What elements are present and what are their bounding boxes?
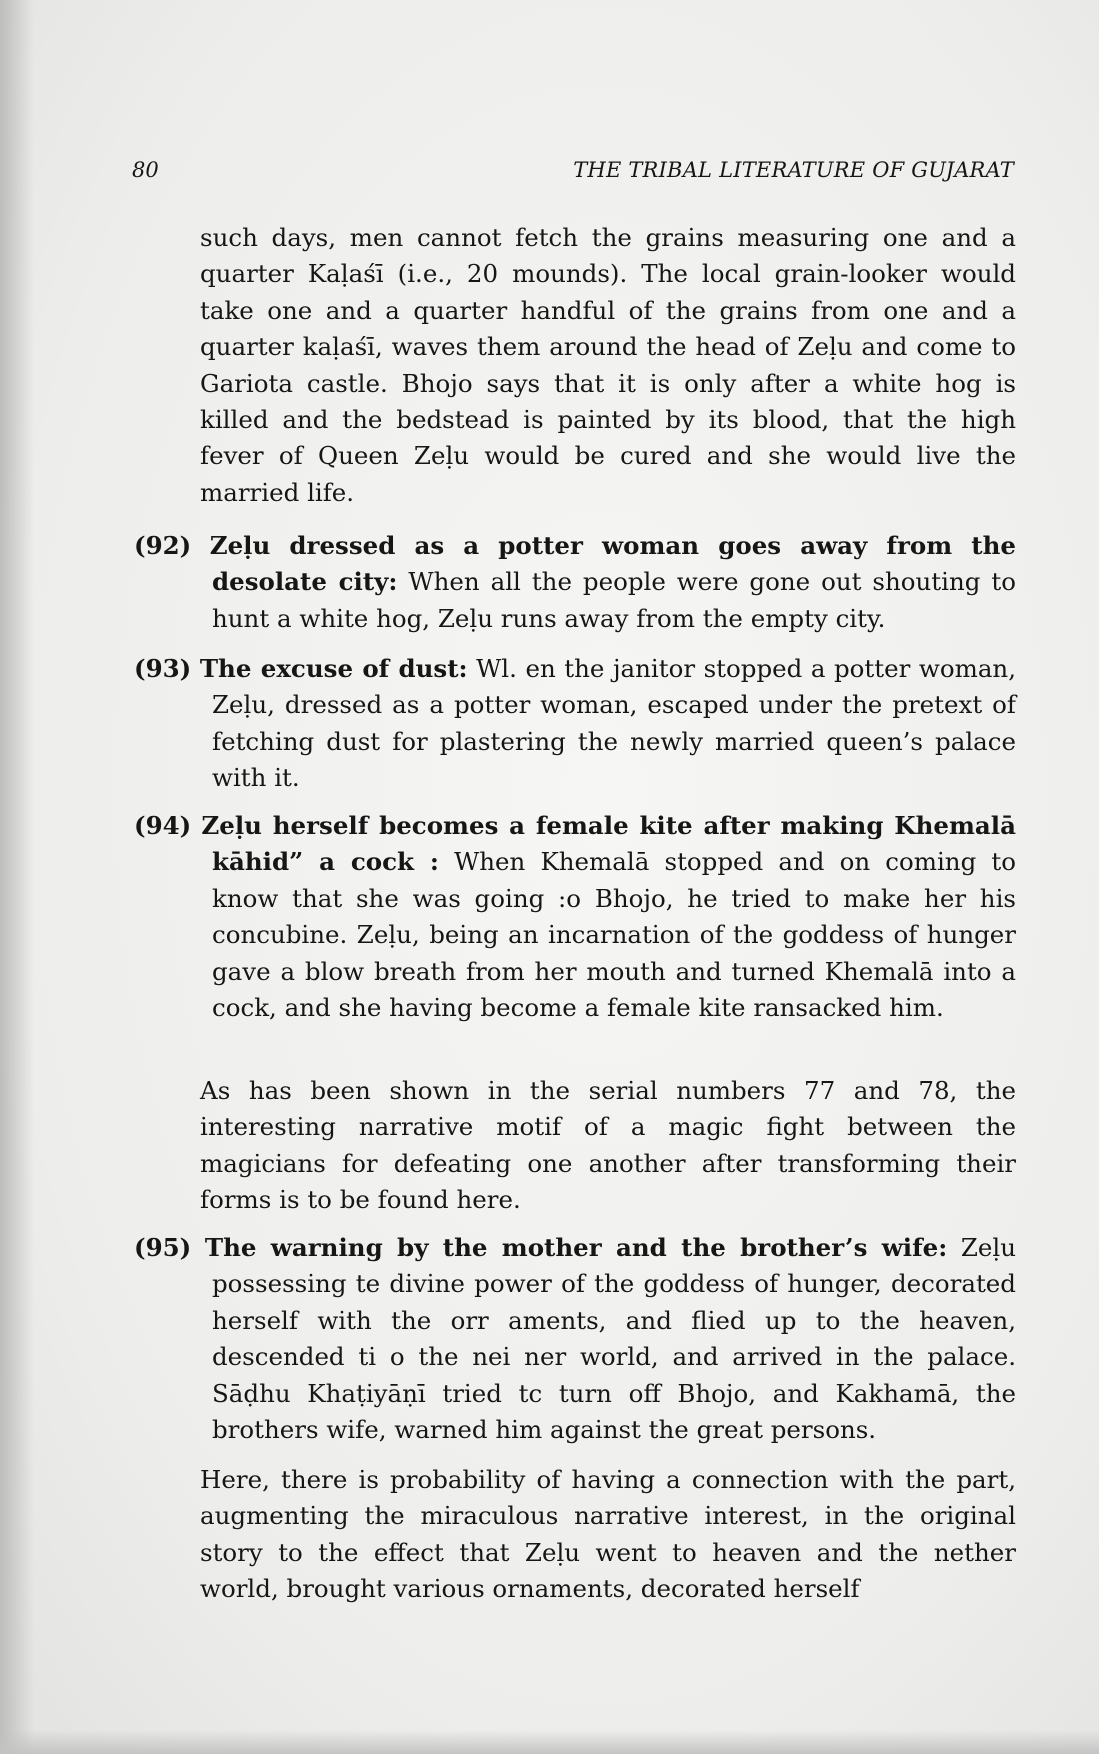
running-title: THE TRIBAL LITERATURE OF GUJARAT <box>573 158 1014 182</box>
entry-title: Zeḷu dressed as a potter woman goes away from the desolate city: <box>209 531 1016 597</box>
entry-title: The warning by the mother and the brother’s wife: <box>204 1233 948 1262</box>
running-header <box>132 158 1014 188</box>
entry-number: (94) <box>134 811 192 840</box>
paragraph-connection: Here, there is probability of having a connection with the part, augmenting the miraculous narrative interest, in the original story to the effect that Zeḷu went to heaven and the nether world, brought various ornaments, decorated herself <box>200 1465 1016 1604</box>
bottom-edge-shadow <box>0 1730 1099 1754</box>
entry-text: When all the people were gone out shouting to hunt a white hog, Zeḷu runs away from the empty city. <box>212 567 1016 633</box>
gutter-shadow <box>0 0 34 1754</box>
entry-text: When Khemalā stopped and on coming to know that she was going :o Bhojo, he tried to make her his concubine. Zeḷu, being an incarnation of the goddess of hunger gave a blow breath from her mouth and turned Khemalā into a cock, and she having become a female kite ransacked him. <box>212 847 1016 1023</box>
page-number: 80 <box>132 158 159 182</box>
entry-95 <box>134 1230 1016 1448</box>
entry-text: Wl. en the janitor stopped a potter woman, Zeḷu, dressed as a potter woman, escaped under the pretext of fetching dust for plastering the newly married queen’s palace with it. <box>212 654 1016 793</box>
entry-94 <box>134 808 1016 1026</box>
entry-number: (95) <box>134 1233 192 1262</box>
entry-number: (92) <box>134 531 192 560</box>
entry-93 <box>134 651 1016 797</box>
entry-number: (93) <box>134 654 192 683</box>
entry-title: The excuse of dust: <box>199 654 468 683</box>
paragraph-magic-fight: As has been shown in the serial numbers 77 and 78, the interesting narrative motif of a magic fight between the magicians for defeating one another after transforming their forms is to be found here. <box>200 1076 1016 1215</box>
entry-92 <box>134 528 1016 637</box>
paragraph-grain-measure: such days, men cannot fetch the grains measuring one and a quarter Kaḷaśī (i.e., 20 mounds). The local grain-looker would take one and a quarter handful of the grains from one and a quarter kaḷaśī, waves them around the head of Zeḷu and come to Gariota castle. Bhojo says that it is only after a white hog is killed and the bedstead is painted by its blood, that the high fever of Queen Zeḷu would be cured and she would live the married life. <box>200 223 1016 507</box>
entry-text: Zeḷu possessing te divine power of the goddess of hunger, decorated herself with the orr aments, and flied up to the heaven, descended ti o the nei ner world, and arrived in the palace. Sāḍhu Khaṭiyāṇī tried tc turn off Bhojo, and Kakhamā, the brothers wife, warned him against the great persons. <box>212 1233 1016 1445</box>
entry-title: Zeḷu herself becomes a female kite after making Khemalā kāhid” a cock : <box>201 811 1016 877</box>
